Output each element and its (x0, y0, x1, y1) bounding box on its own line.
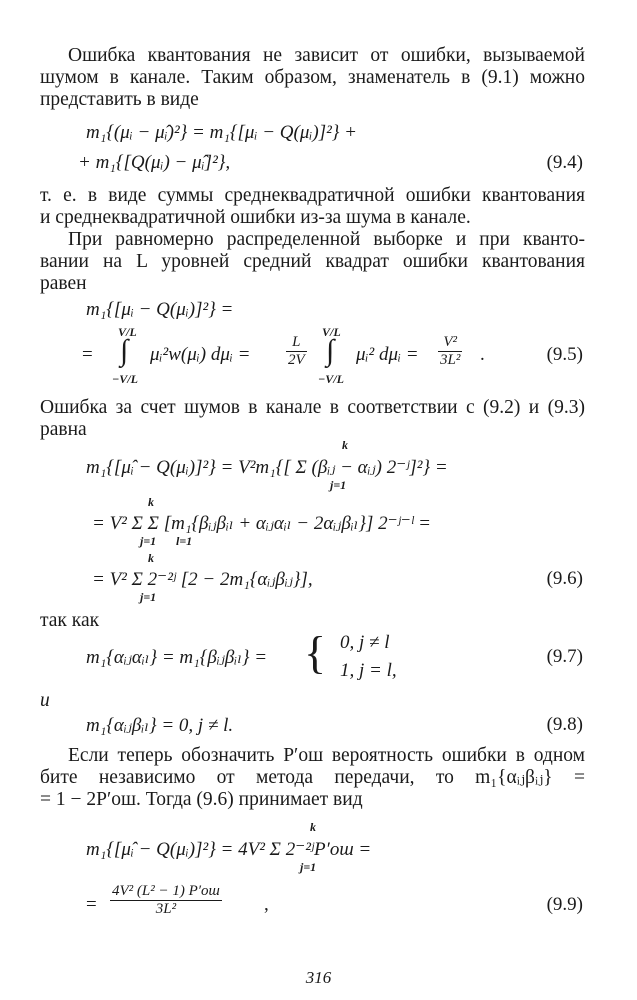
eq-9-7-number: (9.7) (546, 646, 583, 667)
eq-9-6-line-2: = V² Σ Σ [m₁{βᵢⱼβᵢₗ + αᵢⱼαᵢₗ − 2αᵢⱼβᵢₗ}] 2⁻ʲ⁻ˡ = (92, 513, 431, 534)
paragraph-5-line-1: Если теперь обозначить P′ош вероятность ошибки в одном (68, 745, 585, 766)
paragraph-2-line-1: т. е. в виде суммы среднеквадратичной ошибки квантования (40, 185, 585, 206)
eq-9-6-sum-lower-4: j=1 (140, 590, 157, 604)
eq-9-5-integrand-1: μᵢ²w(μᵢ) dμᵢ = (150, 344, 251, 365)
eq-9-5-period: . (480, 344, 485, 365)
eq-9-9-number: (9.9) (546, 894, 583, 915)
eq-9-5-frac-2-den: 3L² (440, 352, 461, 368)
eq-9-8-expr: m₁{αᵢⱼβᵢₗ} = 0, j ≠ l. (86, 715, 234, 736)
paragraph-1-line-2: шумом в канале. Таким образом, знаменатель в (9.1) можно (40, 67, 585, 88)
eq-9-5-int2-upper: V/L (322, 325, 341, 339)
page-number: 316 (305, 968, 332, 987)
eq-9-6-sum-lower-3: l=1 (176, 534, 193, 548)
eq-9-5-equals: = (82, 344, 93, 365)
paragraph-5-line-2: бите независимо от метода передачи, то m₁{αᵢⱼβᵢⱼ} = (40, 767, 585, 788)
eq-9-6-line-1: m₁{[μ̂ᵢ − Q(μᵢ)]²} = V²m₁{[ Σ (βᵢⱼ − αᵢⱼ) 2⁻ʲ]²} = (86, 457, 448, 478)
eq-9-5-frac-1-num: L (286, 334, 307, 352)
eq-9-9-sum-upper: k (310, 820, 316, 834)
eq-9-7-case-1: 0, j ≠ l (340, 632, 390, 653)
eq-9-5-integral-1: ∫ (120, 334, 129, 367)
eq-9-7-brace: { (304, 627, 327, 678)
eq-9-9-frac (110, 883, 222, 918)
eq-9-5-frac-1 (286, 334, 307, 369)
text-tak-kak: так как (40, 610, 100, 631)
eq-9-5-integral-2: ∫ (326, 334, 335, 367)
eq-9-6-sum-lower-2: j=1 (140, 534, 157, 548)
eq-9-5-int1-lower: −V/L (112, 372, 138, 386)
eq-9-5-frac-1-den: 2V (288, 352, 305, 368)
paragraph-3-line-3: равен (40, 273, 87, 294)
eq-9-9-sum-lower: j=1 (300, 860, 317, 874)
eq-9-6-sum-upper-1: k (342, 438, 348, 452)
paragraph-2-line-2: и среднеквадратичной ошибки из-за шума в канале. (40, 207, 471, 228)
eq-9-9-line-1: m₁{[μ̂ᵢ − Q(μᵢ)]²} = 4V² Σ 2⁻²ʲP′ош = (86, 839, 372, 860)
eq-9-9-frac-num: 4V² (L² − 1) P′ош (112, 883, 220, 899)
eq-9-5-line-1: m₁{[μᵢ − Q(μᵢ)]²} = (86, 299, 234, 320)
eq-9-5-int1-upper: V/L (118, 325, 137, 339)
paragraph-3-line-1: При равномерно распределенной выборке и при кванто- (68, 229, 585, 250)
eq-9-6-sum-upper-2: k (148, 495, 154, 509)
text-i: и (40, 690, 50, 711)
eq-9-6-line-3: = V² Σ 2⁻²ʲ [2 − 2m₁{αᵢⱼβᵢⱼ}], (92, 569, 313, 590)
eq-9-9-frac-den: 3L² (155, 901, 177, 917)
eq-9-7-lhs: m₁{αᵢⱼαᵢₗ} = m₁{βᵢⱼβᵢₗ} = (86, 647, 268, 668)
eq-9-4-line-1: m₁{(μᵢ − μ̂ᵢ)²} = m₁{[μᵢ − Q(μᵢ)]²} + (86, 122, 357, 143)
eq-9-9-comma: , (264, 894, 269, 915)
paragraph-1-line-1: Ошибка квантования не зависит от ошибки, вызываемой (68, 45, 585, 66)
eq-9-8-number: (9.8) (546, 714, 583, 735)
eq-9-5-frac-2 (438, 334, 462, 369)
paragraph-4-line-1: Ошибка за счет шумов в канале в соответствии с (9.2) и (9.3) (40, 397, 585, 418)
eq-9-5-integrand-2: μᵢ² dμᵢ = (356, 344, 419, 365)
eq-9-6-sum-upper-3: k (148, 551, 154, 565)
eq-9-5-number: (9.5) (546, 344, 583, 365)
paragraph-3-line-2: вании на L уровней средний квадрат ошибки квантования (40, 251, 585, 272)
eq-9-4-line-2: + m₁{[Q(μᵢ) − μ̂ᵢ]²}, (78, 152, 231, 173)
eq-9-4-number: (9.4) (546, 152, 583, 173)
eq-9-5-frac-2-num: V² (438, 334, 462, 352)
eq-9-6-sum-lower-1: j=1 (330, 478, 347, 492)
eq-9-6-number: (9.6) (546, 568, 583, 589)
eq-9-7-case-2: 1, j = l, (340, 660, 397, 681)
paragraph-5-line-3: = 1 − 2P′ош. Тогда (9.6) принимает вид (40, 789, 363, 810)
eq-9-5-int2-lower: −V/L (318, 372, 344, 386)
eq-9-9-equals: = (86, 894, 97, 915)
paragraph-1-line-3: представить в виде (40, 89, 199, 110)
paragraph-4-line-2: равна (40, 419, 87, 440)
